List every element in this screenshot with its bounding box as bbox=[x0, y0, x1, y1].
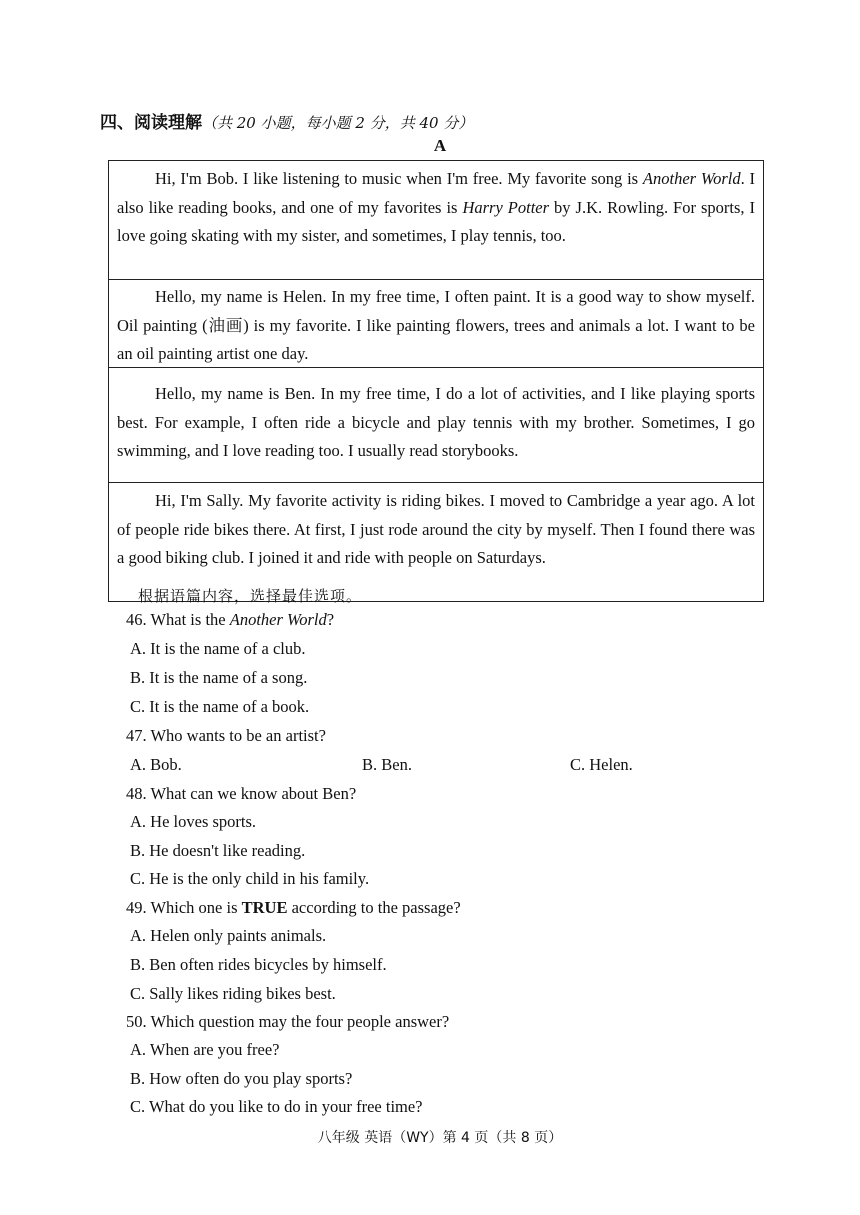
passage-text: Hi, I'm Bob. I like listening to music when I'm free. My favorite song is bbox=[155, 169, 643, 188]
question-stem: 46. What is the bbox=[126, 610, 230, 629]
section-heading bbox=[100, 108, 473, 133]
passage-table bbox=[108, 160, 764, 602]
question-stem: ? bbox=[326, 610, 335, 629]
option-b[interactable]: B. Ben. bbox=[362, 755, 412, 774]
option-a[interactable]: A. He loves sports. bbox=[130, 812, 257, 831]
page-footer: 八年级 英语（WY）第 4 页（共 8 页） bbox=[317, 1130, 563, 1146]
option-a[interactable]: A. When are you free? bbox=[130, 1040, 280, 1059]
option-a[interactable]: A. Bob. bbox=[130, 755, 182, 774]
passage-text: . I also like reading books, and one of my favorites is bbox=[117, 169, 756, 217]
passage-bob bbox=[109, 161, 763, 280]
option-c[interactable]: C. He is the only child in his family. bbox=[130, 869, 370, 888]
passage-text: by J.K. Rowling. For sports, I love going skating with my sister, and sometimes, I play tennis, too. bbox=[117, 197, 756, 245]
passage-text: Hello, my name is Ben. In my free time, I do a lot of activities, and I like playing sports best. For example, I often ride a bicycle and play tennis with my brother. Sometimes, I go swimming, and I love reading too. I usually read storybooks. bbox=[117, 384, 755, 460]
option-b[interactable]: B. How often do you play sports? bbox=[130, 1069, 353, 1088]
instruction: 根据语篇内容，选择最佳选项。 bbox=[138, 587, 363, 605]
option-b[interactable]: B. It is the name of a song. bbox=[130, 668, 308, 687]
passage-ben bbox=[109, 368, 763, 483]
book-title: Harry Potter bbox=[462, 197, 550, 217]
question-stem-bold: TRUE bbox=[241, 898, 288, 917]
option-b[interactable]: B. Ben often rides bicycles by himself. bbox=[130, 955, 387, 974]
option-c[interactable]: C. Sally likes riding bikes best. bbox=[130, 984, 336, 1003]
question-stem: 49. Which one is bbox=[126, 898, 242, 917]
section-subtitle: （共 20 小题，每小题 2 分，共 40 分） bbox=[202, 114, 474, 132]
option-a[interactable]: A. Helen only paints animals. bbox=[130, 926, 327, 945]
option-a[interactable]: A. It is the name of a club. bbox=[130, 639, 306, 658]
question-46 bbox=[126, 610, 334, 630]
question-50: 50. Which question may the four people answer? bbox=[126, 1012, 450, 1031]
question-stem-italic: Another World bbox=[229, 610, 327, 629]
question-48: 48. What can we know about Ben? bbox=[126, 784, 357, 803]
question-47: 47. Who wants to be an artist? bbox=[126, 726, 326, 745]
question-49 bbox=[126, 898, 461, 918]
passage-sally bbox=[109, 483, 763, 601]
passage-helen bbox=[109, 280, 763, 368]
section-title: 四、阅读理解 bbox=[100, 113, 202, 133]
song-title: Another World bbox=[642, 169, 741, 188]
passage-text: Hello, my name is Helen. In my free time, I often paint. It is a good way to show myself. Oil painting (油画) is my favorite. I like painting flowers, trees and animals a lot. I want to be an oil painting artist one day. bbox=[117, 287, 755, 363]
option-c[interactable]: C. What do you like to do in your free time? bbox=[130, 1097, 423, 1116]
passage-label: A bbox=[433, 136, 447, 155]
option-c[interactable]: C. It is the name of a book. bbox=[130, 697, 310, 716]
option-c[interactable]: C. Helen. bbox=[570, 755, 633, 774]
question-stem: according to the passage? bbox=[287, 898, 461, 917]
option-b[interactable]: B. He doesn't like reading. bbox=[130, 841, 306, 860]
passage-text: Hi, I'm Sally. My favorite activity is riding bikes. I moved to Cambridge a year ago. A lot of people ride bikes there. At first, I just rode around the city by myself. Then I found there was a good biking club. I joined it and ride with people on Saturdays. bbox=[117, 491, 755, 567]
